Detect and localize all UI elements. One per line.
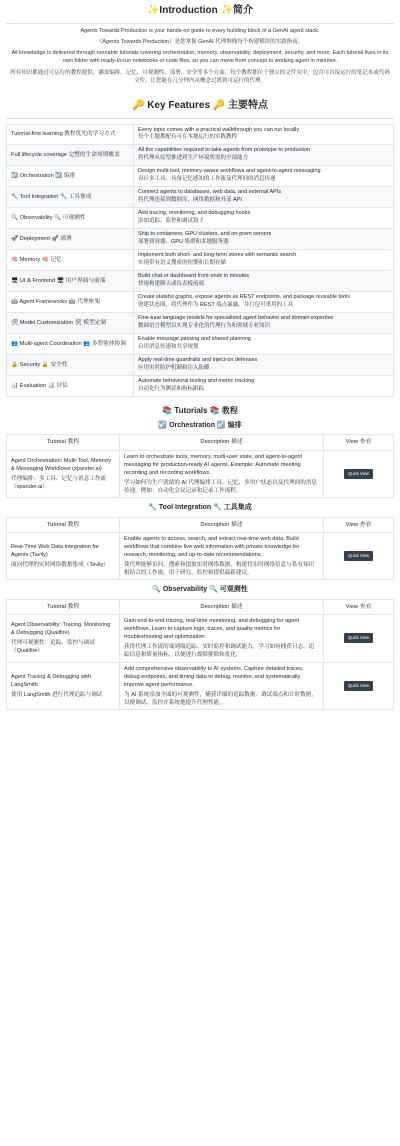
tutorial-table bbox=[6, 599, 394, 710]
feature-row bbox=[7, 124, 394, 145]
feature-description-zh: 实现带有语义搜索的短期和长期存储 bbox=[138, 260, 227, 267]
quick-view-button[interactable] bbox=[344, 469, 373, 479]
feature-name: 📊 Evaluation 📊 评估 bbox=[7, 375, 134, 396]
tutorial-name-en: Agent Observability: Tracing, Monitoring & Debugging (Qualifire) bbox=[11, 622, 111, 637]
intro-paragraph-en-1: Agents Towards Production is your hands-on guide to every building block of a GenAI agent stack. bbox=[80, 27, 320, 34]
tutorials-heading: 📚 Tutorials 📚 教程 bbox=[162, 405, 238, 415]
feature-description-en: Add tracing, monitoring, and debugging hooks bbox=[138, 210, 251, 217]
tutorial-view-cell bbox=[324, 614, 394, 662]
quick-view-button[interactable] bbox=[344, 551, 373, 561]
view-column-header: View 查看 bbox=[324, 435, 394, 450]
feature-name: 👥 Multi-agent Coordination 👥 多智能体协调 bbox=[7, 333, 134, 354]
feature-row bbox=[7, 292, 394, 313]
tutorial-description-en: Gain end-to-end tracing, real-time monitoring, and debugging for agent workflows. Learn to capture logs, traces, and quality metrics for troubleshooting and optimization. bbox=[124, 617, 300, 641]
tutorial-table-header bbox=[7, 517, 394, 532]
tutorial-description-cell bbox=[120, 662, 324, 710]
feature-description-zh: 自动化行为测试和指标跟踪 bbox=[138, 385, 205, 392]
tutorial-name-zh: 代理可观测性：追踪、监控与调试（Qualifire） bbox=[11, 640, 95, 655]
tutorial-view-cell bbox=[324, 662, 394, 710]
introduction-section bbox=[6, 0, 394, 85]
feature-row bbox=[7, 375, 394, 396]
tutorial-category-heading: 🔍 Observability 🔍 可观测性 bbox=[152, 586, 248, 594]
feature-row bbox=[7, 229, 394, 250]
feature-description-en: Every topic comes with a practical walkthrough you can run locally bbox=[138, 126, 300, 133]
key-features-table bbox=[6, 124, 394, 397]
description-column-header: Description 描述 bbox=[120, 517, 324, 532]
tutorial-description-zh: 使代理能够访问、搜索和提取实时网络数据。构建将实时网络信息与私有知识相结合的工作流，用于研究、监控和提供最新建议。 bbox=[124, 562, 315, 577]
tutorial-category bbox=[6, 503, 394, 580]
feature-description-en: Automate behavioral testing and metric tracking bbox=[138, 377, 255, 384]
tutorial-name-zh: 使用 LangSmith 进行代理追踪与调试 bbox=[11, 691, 103, 698]
feature-name: 🖥 UI & Frontend 🖥 用户界面与前端 bbox=[7, 271, 134, 292]
quick-view-label: Quick View bbox=[348, 471, 369, 477]
feature-name: 🛠 Model Customization 🛠 模型定制 bbox=[7, 312, 134, 333]
tutorial-row bbox=[7, 662, 394, 710]
tutorial-table bbox=[6, 434, 394, 498]
tutorial-row bbox=[7, 532, 394, 580]
tutorial-description-cell bbox=[120, 614, 324, 662]
tutorial-name-cell bbox=[7, 532, 120, 580]
feature-row bbox=[7, 166, 394, 187]
tutorial-name-en: Agent Orchestration: Multi-Tool, Memory & Messaging Workflows (xpander.ai) bbox=[11, 457, 112, 472]
description-column-header: Description 描述 bbox=[120, 435, 324, 450]
tutorial-column-header: Tutorial 教程 bbox=[7, 599, 120, 614]
tutorial-view-cell bbox=[324, 532, 394, 580]
quick-view-button[interactable] bbox=[344, 633, 373, 643]
feature-name: 🔒 Security 🔒 安全性 bbox=[7, 354, 134, 375]
feature-description-zh: 快速构建聊天或仪表板前端 bbox=[138, 281, 205, 288]
view-column-header: View 查看 bbox=[324, 517, 394, 532]
tutorial-name-cell bbox=[7, 614, 120, 662]
feature-description-en: Apply real-time guardrails and inject-on defenses bbox=[138, 356, 258, 363]
feature-description-zh: 应用实时防护机制和注入防御 bbox=[138, 364, 210, 371]
feature-name: Tutorial-first learning 教程优先的学习方式 bbox=[7, 124, 134, 145]
tutorial-description-zh: 学习如何为生产就绪的 AI 代理编排工具、记忆、多用户状态以及代理间的消息传递。例如：自动化会议记录和记录工作流程。 bbox=[124, 480, 317, 495]
tutorial-table-header bbox=[7, 435, 394, 450]
feature-description-zh: 将代理连接到数据库、网络数据和外部 API bbox=[138, 197, 242, 204]
feature-description-zh: 微调语言模型以实现专业化的代理行为和领域专业知识 bbox=[138, 322, 271, 329]
feature-row bbox=[7, 271, 394, 292]
key-features-section bbox=[6, 95, 394, 397]
tutorial-column-header: Tutorial 教程 bbox=[7, 435, 120, 450]
feature-description bbox=[134, 187, 394, 208]
key-features-heading: 🔑 Key Features 🔑 主要特点 bbox=[6, 95, 394, 119]
tutorial-description-en: Learn to orchestrate tools, memory, multi-user state, and agent-to-agent messaging for production-ready AI agents. Example: Automate meeting recording and recording workflows. bbox=[124, 453, 303, 477]
feature-description bbox=[134, 354, 394, 375]
tutorial-category bbox=[6, 585, 394, 710]
tutorial-description-en: Add comprehensive observability to AI systems. Capture detailed traces, debug endpoints, and timing data to debug, monitor, and systematically improve agent performance. bbox=[124, 665, 304, 688]
quick-view-label: Quick View bbox=[348, 635, 369, 641]
feature-description-en: All the capabilities required to take agents from prototype to production bbox=[138, 147, 311, 154]
feature-description-en: Fine-tune language models for specialized agent behavior and domain expertise bbox=[138, 314, 334, 321]
feature-description-en: Enable message passing and shared planning bbox=[138, 335, 251, 342]
tutorial-row bbox=[7, 450, 394, 498]
tutorial-name-cell bbox=[7, 450, 120, 498]
feature-description-zh: 添加追踪、监控和调试钩子 bbox=[138, 218, 205, 225]
description-column-header: Description 描述 bbox=[120, 599, 324, 614]
feature-description bbox=[134, 124, 394, 145]
feature-description bbox=[134, 333, 394, 354]
feature-description-zh: 将代理从原型推进到生产环境所需的全部能力 bbox=[138, 155, 249, 162]
quick-view-label: Quick View bbox=[348, 682, 369, 688]
tutorial-name-en: Real-Time Web Data Integration for Agents (Tavily) bbox=[11, 544, 99, 559]
feature-description bbox=[134, 208, 394, 229]
feature-row bbox=[7, 312, 394, 333]
tutorial-name-cell bbox=[7, 662, 120, 710]
tutorial-category bbox=[6, 421, 394, 498]
feature-row bbox=[7, 208, 394, 229]
tutorial-column-header: Tutorial 教程 bbox=[7, 517, 120, 532]
tutorial-name-zh: 代理编排：多工具、记忆与消息工作流（xpander.ai） bbox=[11, 476, 107, 491]
feature-description bbox=[134, 250, 394, 271]
view-column-header: View 查看 bbox=[324, 599, 394, 614]
feature-name: 🤖 Agent Frameworks 🤖 代理框架 bbox=[7, 292, 134, 313]
tutorial-description-zh: 获得代理工作流的端到端追踪、实时监控和调试能力。学习如何捕获日志、追踪信息和质量指标，以便进行故障排除和优化。 bbox=[124, 644, 315, 659]
feature-description bbox=[134, 229, 394, 250]
intro-paragraph-zh-2: 所有知识都通过可运行的教程提供，涵盖编排、记忆、可观测性、部署、安全等多个方面。每个教程都位于独立的文件夹中，包含可直接运行的笔记本或代码文件，让您能在几分钟内从概念过渡到可运行的代理。 bbox=[10, 69, 390, 84]
tutorial-table bbox=[6, 517, 394, 581]
feature-description-en: Design multi-tool, memory-aware workflows and agent-to-agent messaging bbox=[138, 168, 321, 175]
feature-description bbox=[134, 375, 394, 396]
feature-description-en: Ship to containers, GPU clusters, and on-prem servers bbox=[138, 231, 272, 238]
tutorial-description-cell bbox=[120, 450, 324, 498]
feature-name: 🧠 Memory 🧠 记忆 bbox=[7, 250, 134, 271]
intro-paragraph-en-2: All knowledge is delivered through runnable tutorials covering orchestration, memory, observability, deployment, security, and more. Each tutorial lives in its own folder with ready-to-run notebooks or code files, so you can move from concept to working agent in minutes. bbox=[11, 50, 389, 65]
feature-description-en: Connect agents to databases, web data, and external APIs bbox=[138, 189, 282, 196]
feature-description-zh: 启用消息传递和共享规划 bbox=[138, 343, 199, 350]
feature-description bbox=[134, 166, 394, 187]
feature-name: 🚀 Deployment 🚀 部署 bbox=[7, 229, 134, 250]
tutorial-name-en: Agent Tracing & Debugging with LangSmith bbox=[11, 673, 91, 688]
feature-description-en: Implement both short- and long-term stores with semantic search bbox=[138, 252, 297, 259]
feature-description-zh: 创建状态图，将代理作为 REST 端点暴露，并打包可重用的工具 bbox=[138, 301, 294, 308]
tutorials-section bbox=[6, 405, 394, 710]
feature-row bbox=[7, 354, 394, 375]
tutorial-description-cell bbox=[120, 532, 324, 580]
feature-description bbox=[134, 292, 394, 313]
tutorial-name-zh: 面向代理的实时网络数据集成（Tavily） bbox=[11, 562, 109, 569]
quick-view-button[interactable] bbox=[344, 681, 373, 691]
tutorial-row bbox=[7, 614, 394, 662]
feature-description bbox=[134, 145, 394, 166]
intro-paragraph-zh-1: 《Agents Towards Production》是您掌握 GenAI 代理堆栈每个构建模块的实践指南。 bbox=[96, 38, 304, 45]
tutorial-category-heading: ☑️ Orchestration ☑️ 编排 bbox=[158, 422, 242, 430]
feature-description-en: Create stateful graphs, expose agents as REST endpoints, and package reusable tools bbox=[138, 294, 351, 300]
feature-row bbox=[7, 187, 394, 208]
feature-row bbox=[7, 145, 394, 166]
tutorial-table-header bbox=[7, 599, 394, 614]
feature-name: Full lifecycle coverage 完整的生命周期覆盖 bbox=[7, 145, 134, 166]
feature-description-zh: 设计多工具、具备记忆感知的工作流及代理间的消息传递 bbox=[138, 176, 276, 183]
feature-description-zh: 部署到容器、GPU 集群和本地服务器 bbox=[138, 239, 229, 246]
feature-description bbox=[134, 271, 394, 292]
feature-name: 🔍 Observability 🔍 可观测性 bbox=[7, 208, 134, 229]
tutorial-description-en: Enable agents to access, search, and extract real-time web data. Build workflows that combine live web information with private knowledge for research, monitoring, and up-to-date recommendations. bbox=[124, 535, 300, 559]
tutorial-view-cell bbox=[324, 450, 394, 498]
feature-description bbox=[134, 312, 394, 333]
feature-name: 🔧 Tool Integration 🔧 工具集成 bbox=[7, 187, 134, 208]
feature-description-en: Build chat or dashboard front-ends in minutes bbox=[138, 273, 249, 280]
introduction-heading: ✨Introduction ✨简介 bbox=[6, 0, 394, 24]
feature-row bbox=[7, 250, 394, 271]
tutorial-description-zh: 为 AI 系统添加全面的可观测性，捕获详细的追踪数据、调试端点和计时数据，以便调试、监控并系统地提升代理性能。 bbox=[124, 691, 317, 706]
quick-view-label: Quick View bbox=[348, 553, 369, 559]
tutorial-category-heading: 🔧 Tool Integration 🔧 工具集成 bbox=[148, 504, 252, 512]
feature-description-zh: 每个主题都配有可在本地运行的实践教程 bbox=[138, 134, 238, 141]
feature-row bbox=[7, 333, 394, 354]
feature-name: ☑️ Orchestration ☑️ 编排 bbox=[7, 166, 134, 187]
